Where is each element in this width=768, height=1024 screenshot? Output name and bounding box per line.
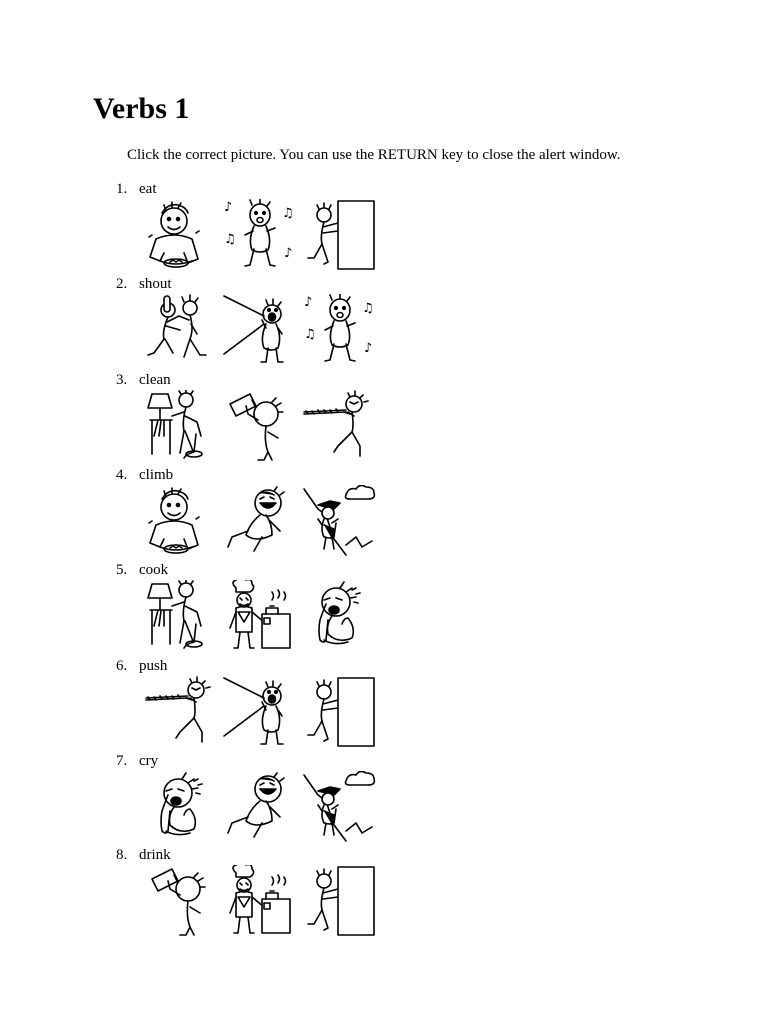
- question-number: 8.: [116, 847, 128, 863]
- question-item: [116, 658, 416, 750]
- fight-icon[interactable]: [144, 294, 220, 368]
- question-number: 6.: [116, 658, 128, 674]
- laugh-icon[interactable]: [222, 771, 298, 845]
- shout-icon[interactable]: [222, 676, 298, 750]
- cook-icon[interactable]: [222, 580, 298, 654]
- question-number: 2.: [116, 276, 128, 292]
- question-item: [116, 276, 416, 368]
- question-word: push: [139, 658, 168, 674]
- question-word: drink: [139, 847, 171, 863]
- pull-icon[interactable]: [144, 676, 220, 750]
- question-word: shout: [139, 276, 172, 292]
- drink-icon[interactable]: [144, 865, 220, 939]
- cook-icon[interactable]: [222, 865, 298, 939]
- svg-text:♪: ♪: [224, 200, 233, 215]
- question-number: 4.: [116, 467, 128, 483]
- drink-icon[interactable]: [222, 390, 298, 464]
- question-label: [116, 181, 156, 198]
- question-word: cry: [139, 753, 159, 769]
- climb-icon[interactable]: [302, 771, 378, 845]
- question-label: [116, 753, 158, 770]
- question-number: 5.: [116, 562, 128, 578]
- svg-text:♪: ♪: [284, 246, 293, 261]
- laugh-icon[interactable]: [222, 485, 298, 559]
- question-number: 7.: [116, 753, 128, 769]
- question-label: [116, 562, 168, 579]
- shout-icon[interactable]: [222, 294, 298, 368]
- svg-text:♪: ♪: [364, 341, 373, 356]
- question-label: [116, 276, 172, 293]
- question-word: clean: [139, 372, 171, 388]
- eat-icon[interactable]: [144, 485, 220, 559]
- question-word: climb: [139, 467, 174, 483]
- instructions: Click the correct picture. You can use the RETURN key to close the alert window.: [127, 147, 621, 163]
- svg-text:♫: ♫: [224, 232, 236, 247]
- question-label: [116, 658, 167, 675]
- page-title: Verbs 1: [93, 92, 190, 125]
- push-icon[interactable]: [302, 199, 378, 273]
- clean-icon[interactable]: [144, 580, 220, 654]
- push-icon[interactable]: [302, 865, 378, 939]
- question-label: [116, 467, 173, 484]
- push-icon[interactable]: [302, 676, 378, 750]
- question-word: eat: [139, 181, 157, 197]
- question-item: [116, 562, 416, 654]
- question-number: 3.: [116, 372, 128, 388]
- question-item: [116, 372, 416, 464]
- question-item: [116, 847, 416, 939]
- clean-icon[interactable]: [144, 390, 220, 464]
- question-label: [116, 372, 171, 389]
- climb-icon[interactable]: [302, 485, 378, 559]
- question-item: [116, 181, 416, 273]
- sing-icon[interactable]: [222, 199, 298, 273]
- eat-icon[interactable]: [144, 199, 220, 273]
- cry-icon[interactable]: [144, 771, 220, 845]
- pull-icon[interactable]: [302, 390, 378, 464]
- sing-icon[interactable]: [302, 294, 378, 368]
- svg-text:♪: ♪: [304, 295, 313, 310]
- question-item: [116, 753, 416, 845]
- question-number: 1.: [116, 181, 128, 197]
- svg-text:♫: ♫: [304, 327, 316, 342]
- svg-text:♫: ♫: [362, 301, 374, 316]
- question-label: [116, 847, 171, 864]
- cry-icon[interactable]: [302, 580, 378, 654]
- question-word: cook: [139, 562, 169, 578]
- question-item: [116, 467, 416, 559]
- svg-text:♫: ♫: [282, 206, 294, 221]
